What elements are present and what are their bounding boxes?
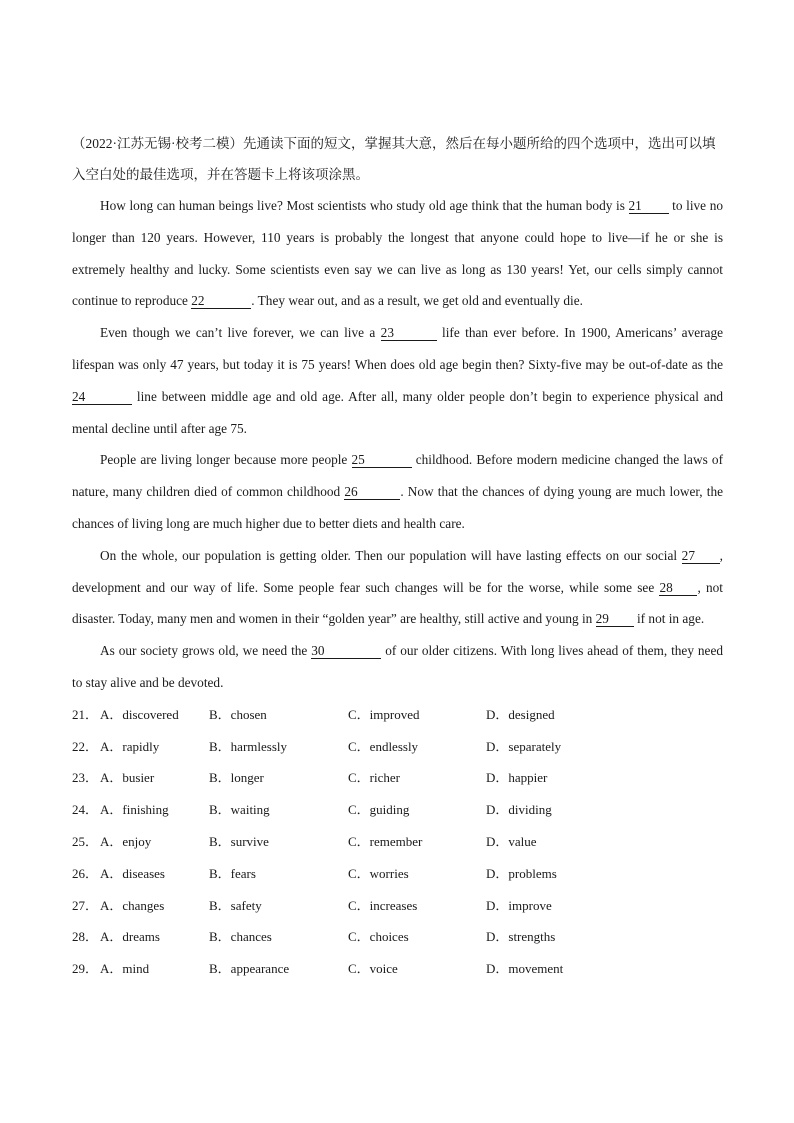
passage-paragraph-2	[72, 317, 723, 444]
blank-26: 26	[344, 485, 400, 500]
text: , development and our way of life. Some people fear such changes will be for the worse, while some see	[72, 547, 723, 595]
option-d[interactable]: D．dividing	[486, 802, 552, 818]
option-b[interactable]: B．survive	[209, 833, 269, 849]
question-number: 21．	[72, 706, 99, 722]
blank-22: 22	[191, 294, 251, 309]
option-a[interactable]: A．diseases	[100, 865, 165, 881]
blank-23: 23	[381, 326, 437, 341]
question-number: 25．	[72, 833, 99, 849]
option-b[interactable]: B．chances	[209, 929, 272, 945]
option-d[interactable]: D．separately	[486, 738, 562, 754]
text: How long can human beings live? Most scientists who study old age think that the human body is	[100, 198, 629, 213]
text: life than ever before. In 1900, Americans’ average lifespan was only 47 years, but today it is 75 years! When does old age begin then? Sixty-five may be out-of-date as the	[72, 325, 724, 372]
text: , not disaster. Today, many men and women in their “golden year” are healthy, still active and young in	[72, 579, 723, 627]
question-instructions: （2022·江苏无锡·校考二模）先通读下面的短文，掌握其大意，然后在每小题所给的四个选项中，选出可以填入空白处的最佳选项，并在答题卡上将该项涂黑。	[72, 136, 716, 182]
passage-paragraph-4	[72, 540, 723, 635]
text: As our society grows old, we need the	[100, 643, 312, 659]
question-row-22	[72, 731, 723, 763]
question-number: 26．	[72, 865, 99, 881]
text: to live no longer than 120 years. However, 110 years is probably the longest that anyone could hope to live—if he or she is extremely healthy and lucky. Some scientists even say we can live as long as 130 years! Yet, our cells simply cannot continue to reproduce	[72, 198, 723, 309]
exam-page	[72, 128, 723, 985]
question-row-29	[72, 953, 723, 985]
option-c[interactable]: C．richer	[348, 770, 400, 786]
option-a[interactable]: A．mind	[100, 961, 150, 977]
option-a[interactable]: A．rapidly	[100, 738, 160, 754]
text: if not in age.	[633, 611, 705, 627]
question-row-24	[72, 794, 723, 826]
question-number: 23．	[72, 770, 99, 786]
text: of our older citizens. With long lives ahead of them, they need to stay alive and be devoted.	[72, 643, 724, 690]
option-b[interactable]: B．chosen	[209, 706, 267, 722]
question-number: 29．	[72, 961, 99, 977]
option-d[interactable]: D．problems	[486, 865, 557, 881]
question-row-27	[72, 890, 723, 922]
question-row-26	[72, 858, 723, 890]
option-c[interactable]: C．remember	[348, 833, 423, 849]
option-d[interactable]: D．movement	[486, 961, 564, 977]
option-a[interactable]: A．finishing	[100, 802, 169, 818]
text: On the whole, our population is getting older. Then our population will have lasting effects on our social	[100, 547, 682, 563]
question-row-25	[72, 826, 723, 858]
option-c[interactable]: C．improved	[348, 706, 420, 722]
answer-options	[72, 699, 723, 985]
passage-paragraph-3	[72, 444, 723, 539]
question-number: 24．	[72, 802, 99, 818]
text: . They wear out, and as a result, we get old and eventually die.	[251, 293, 583, 309]
option-a[interactable]: A．busier	[100, 770, 155, 786]
question-number: 27．	[72, 897, 99, 913]
question-number: 28．	[72, 929, 99, 945]
blank-27: 27	[682, 549, 720, 564]
option-b[interactable]: B．harmlessly	[209, 738, 287, 754]
blank-24: 24	[72, 390, 132, 405]
text: . Now that the chances of dying young are much lower, the chances of living long are much higher due to better diets and health care.	[72, 484, 724, 531]
option-a[interactable]: A．enjoy	[100, 833, 152, 849]
question-number: 22．	[72, 738, 99, 754]
blank-29: 29	[596, 612, 634, 627]
option-c[interactable]: C．choices	[348, 929, 409, 945]
text: childhood. Before modern medicine changed the laws of nature, many children died of common childhood	[72, 452, 723, 500]
question-row-23	[72, 762, 723, 794]
option-d[interactable]: D．designed	[486, 706, 555, 722]
option-c[interactable]: C．voice	[348, 961, 398, 977]
option-b[interactable]: B．longer	[209, 770, 264, 786]
option-c[interactable]: C．guiding	[348, 802, 410, 818]
blank-21: 21	[629, 199, 669, 214]
passage-paragraph-1	[72, 190, 723, 317]
blank-25: 25	[352, 453, 412, 468]
text: Even though we can’t live forever, we can live a	[100, 325, 381, 341]
option-d[interactable]: D．value	[486, 833, 537, 849]
passage-paragraph-5	[72, 635, 723, 699]
option-a[interactable]: A．changes	[100, 897, 165, 913]
blank-28: 28	[659, 581, 697, 596]
question-row-28	[72, 921, 723, 953]
option-c[interactable]: C．endlessly	[348, 738, 419, 754]
option-d[interactable]: D．strengths	[486, 929, 556, 945]
blank-30: 30	[311, 644, 381, 659]
text: People are living longer because more people	[100, 452, 352, 468]
option-b[interactable]: B．safety	[209, 897, 262, 913]
option-d[interactable]: D．happier	[486, 770, 548, 786]
option-c[interactable]: C．worries	[348, 865, 409, 881]
question-row-21	[72, 699, 723, 731]
option-a[interactable]: A．dreams	[100, 929, 160, 945]
option-b[interactable]: B．waiting	[209, 802, 270, 818]
option-d[interactable]: D．improve	[486, 897, 552, 913]
option-c[interactable]: C．increases	[348, 897, 418, 913]
option-b[interactable]: B．appearance	[209, 961, 290, 977]
text: line between middle age and old age. After all, many older people don’t begin to experience physical and mental decline until after age 75.	[72, 388, 723, 436]
option-a[interactable]: A．discovered	[100, 706, 179, 722]
option-b[interactable]: B．fears	[209, 865, 256, 881]
